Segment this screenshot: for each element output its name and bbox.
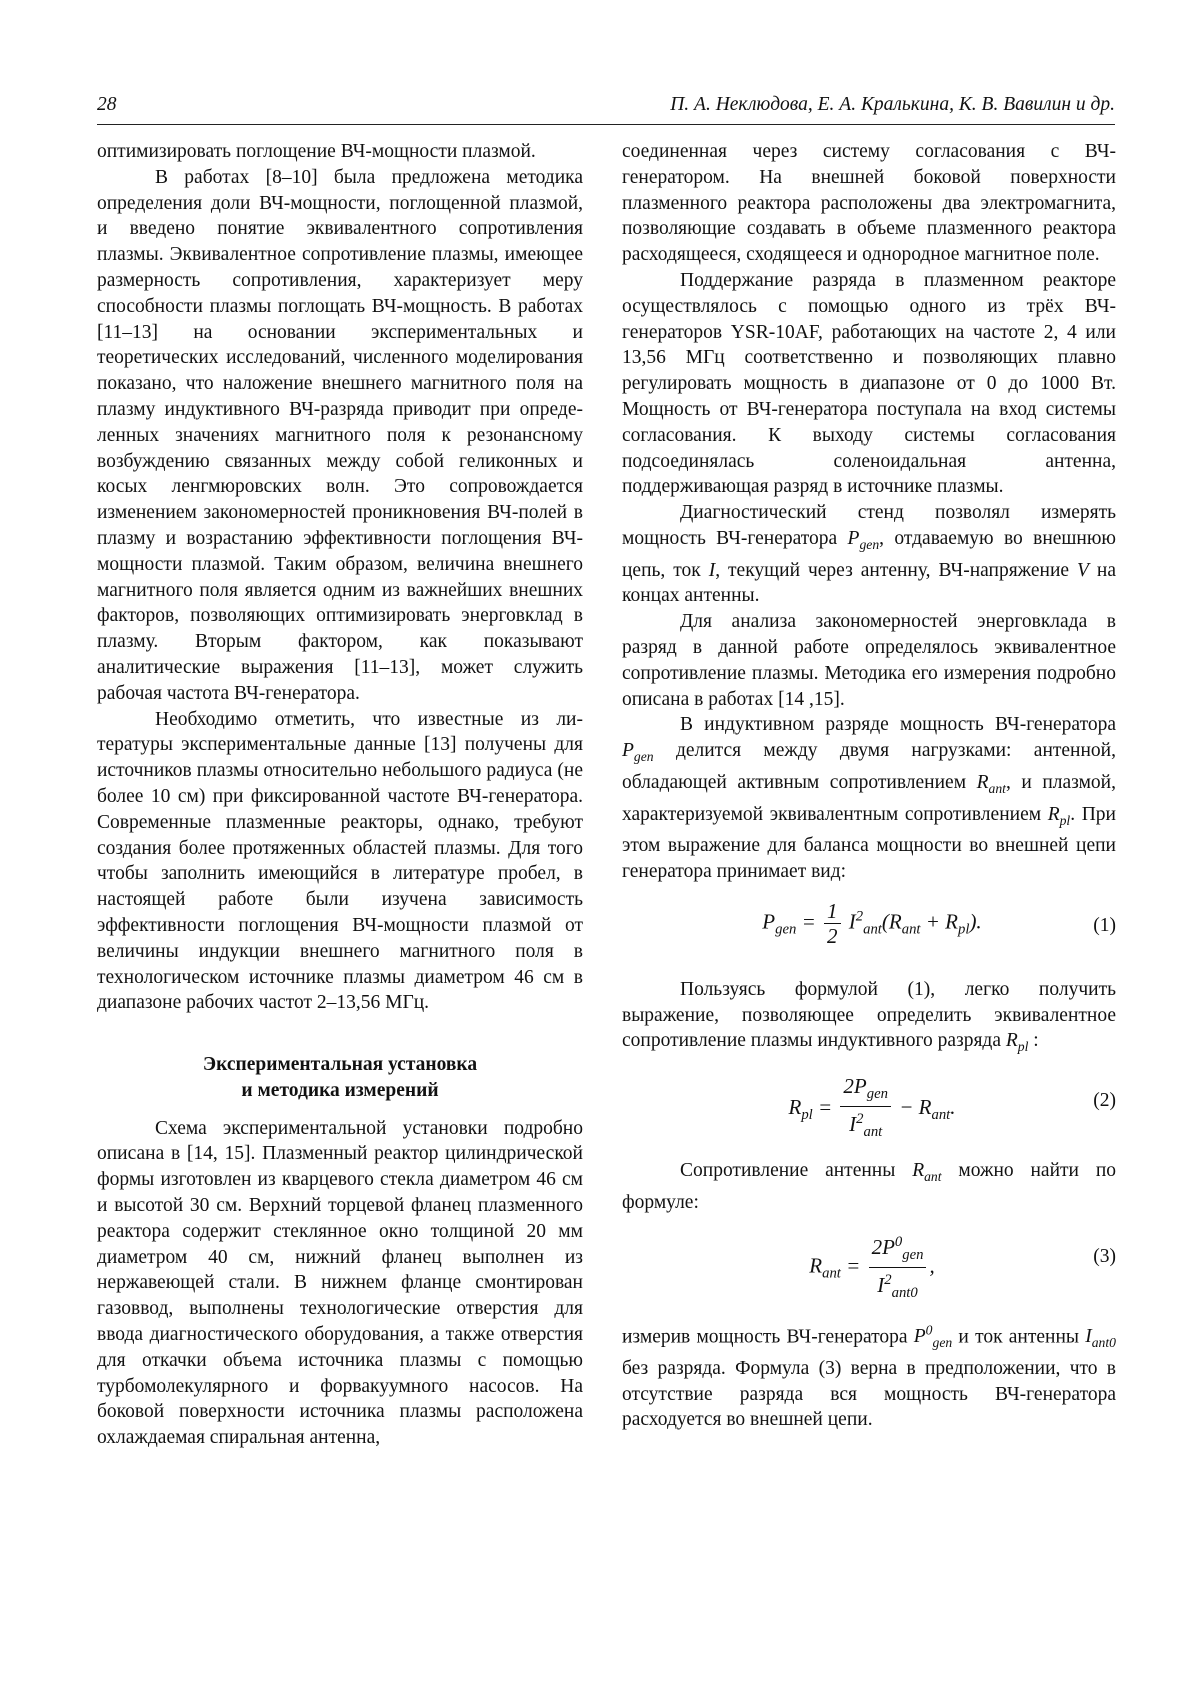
paragraph: Пользуясь формулой (1), легко получить выражение, позволяющее определить эквивалентное сопротивление плазмы индуктивного разряда $R_{pl}$ : <box>622 978 1116 1055</box>
paragraph: В индуктивном разряде мощность ВЧ-генератора $P_{gen}$ делится между двумя нагрузками: антенной, обладающей активным сопротивлением $R_{ant}$, и плазмой, характеризуемой эквивалентным сопротивлением $R_{pl}$. При этом выражение для баланса мощности во внешней цепи генератора принимает вид: <box>622 714 1116 883</box>
page-number: 28 <box>97 94 117 115</box>
left-column <box>97 139 583 1451</box>
paragraph: Сопротивление антенны $R_{ant}$ можно найти по формуле: <box>622 1160 1117 1213</box>
paragraph: измерив мощность ВЧ-генератора $P^0_{gen}$ и ток антенны $I_{ant0}$ без разряда. Формула (3) верна в предположении, что в отсутствие разряда вся мощность ВЧ-генератора расходуется во внешней цепи. <box>622 1322 1116 1431</box>
paragraph: Диагностический стенд позволял измерять мощность ВЧ-генератора $P_{gen}$, отдаваемую во внешнюю цепь, ток I, текущий через антенну, ВЧ-напряжение V на концах антенны. <box>622 502 1116 607</box>
equation-body: $P_{gen}$ = $\frac{1}{2}$ $I^2_{ant}(R_{ant} + R_{pl})$. <box>762 898 982 948</box>
equation-2 <box>622 1074 1116 1140</box>
section-heading: Экспериментальная установка и методика измерений <box>202 1054 478 1101</box>
right-column <box>622 139 1116 1433</box>
equation-body: $R_{pl}$ = $\frac{2P_{gen}}{I^2_{ant}}$ − $R_{ant}$. <box>788 1074 956 1141</box>
paragraph: оптимизировать поглощение ВЧ-мощности плазмой. <box>97 141 536 162</box>
equation-body: $R_{ant}$ = $\frac{2P^0_{gen}}{I^2_{ant0}}$ , <box>742 1230 1002 1305</box>
paragraph: Для анализа закономерностей энерговклада в разряд в данной работе определялось эквивалентное сопротивление плазмы. Методика его измерения подробно описана в работах [14 ,15]. <box>622 611 1116 710</box>
paragraph: В работах [8–10] была предложена методика определения доли ВЧ-мощности, поглощенной плазмой, и введено понятие эквивалентного сопротивления плазмы. Эквивалентное сопротивление плазмы, имеющее размерность сопротивления, характеризует меру способности плазмы поглощать ВЧ-мощность. В работах [11–13] на основании экспериментальных и теоретических исследований, численного моделирования показано, что наложение внешнего магнитного поля на плазму индуктивного ВЧ-разряда приводит при определенных значениях магнитного поля к резонансному возбуждению связанных между собой геликонных и косых ленгмюровских волн. Это сопровождается изменением закономерностей проникновения ВЧ-полей в плазму и возрастанию эффективности поглощения ВЧ-мощности плазмой. Таким образом, величина внешнего магнитного поля является одним из важнейших внешних факторов, позволяющих оптимизировать энерговклад в плазму. Вторым фактором, как показывают аналитические выражения [11–13], может служить рабочая частота ВЧ-генератора. <box>97 166 583 704</box>
equation-number: (3) <box>1093 1245 1116 1267</box>
running-header <box>97 92 1115 125</box>
paragraph: Поддержание разряда в плазменном реакторе осуществлялось с помощью одного из трёх ВЧ-генераторов YSR-10AF, работающих на частоте 2, 4 или 13,56 МГц соответственно и позволяющих плавно регулировать мощность в диапазоне от 0 до 1000 Вт. Мощность от ВЧ-генератора поступала на вход системы согласования. К выходу системы согласования подсоединялась соленоидальная антенна, поддерживающая разряд в источнике плазмы. <box>622 269 1116 498</box>
paragraph: Необходимо отметить, что известные из литературы экспериментальные данные [13] получены для источников плазмы относительно небольшого радиуса (не более 10 см) при фиксированной частоте ВЧ-генератора. Современные плазменные реакторы, однако, требуют создания более протяженных областей плазмы. Для того чтобы заполнить имеющийся в литературе пробел, в настоящей работе были изучена зависимость эффективности поглощения ВЧ-мощности плазмой от величины индукции внешнего магнитного поля в технологическом источнике плазмы диаметром 46 см в диапазоне рабочих частот 2–13,56 МГц. <box>97 708 583 1014</box>
equation-1 <box>622 899 1116 959</box>
header-authors: П. А. Неклюдова, Е. А. Кралькина, К. В. Вавилин и др. <box>670 94 1115 115</box>
paragraph: Схема экспериментальной установки подробно описана в [14, 15]. Плазменный реактор цилиндрической формы изготовлен из кварцевого стекла диаметром 46 см и высотой 30 см. Верхний торцевой фланец плазменного реактора содержит стеклянное окно толщиной 20 мм диаметром 40 см, нижний фланец выполнен из нержавеющей стали. В нижнем фланце смонтирован газоввод, выполнены технологические отверстия для ввода диагностического оборудования, а также отверстия для откачки объема источника плазмы с помощью турбомолекулярного и форвакуумного насосов. На боковой поверхности источника плазмы расположена охлаждаемая спиральная антенна, <box>97 1117 583 1449</box>
equation-number: (2) <box>1093 1090 1116 1112</box>
paragraph: соединенная через систему согласования с ВЧ-генератором. На внешней боковой поверхности плазменного реактора расположены два электромагнита, позволяющие создавать в объеме плазменного реактора расходящееся, сходящееся и однородное магнитное поле. <box>622 141 1116 266</box>
equation-3 <box>622 1230 1116 1300</box>
equation-number: (1) <box>1093 914 1116 936</box>
